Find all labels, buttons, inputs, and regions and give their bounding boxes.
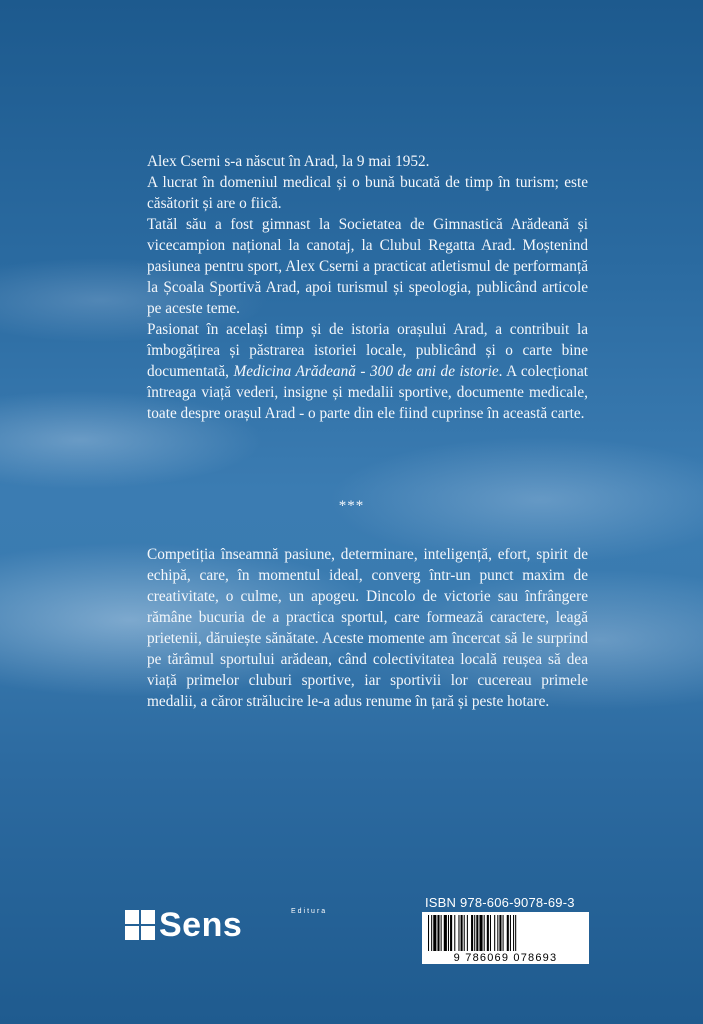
barcode-bar	[464, 915, 465, 951]
barcode-bar	[474, 915, 475, 951]
bio-paragraph-history	[147, 319, 588, 424]
barcode-bar	[428, 915, 429, 951]
barcode-bar	[494, 915, 495, 951]
barcode-bar	[487, 915, 489, 951]
barcode-bar	[450, 915, 452, 951]
publisher-name: Sens	[159, 906, 243, 944]
barcode-bar	[510, 915, 511, 951]
bio-history-text: Pasionat în același timp și de istoria orașului Arad, a contribuit la îmbogățirea și păstrarea istoriei locale, publicând și o carte bine documentată,	[147, 321, 588, 380]
book-title-italic: Medicina Arădeană - 300 de ani de istorie	[233, 363, 499, 380]
barcode-bar	[454, 915, 455, 951]
barcode-bar	[479, 915, 482, 951]
barcode-bar	[515, 915, 516, 951]
publisher-logo	[125, 906, 328, 944]
barcode-bar	[484, 915, 485, 951]
barcode-bar	[461, 915, 463, 951]
barcode-bar	[513, 915, 514, 951]
bio-paragraph-career: A lucrat în domeniul medical și o bună bucată de timp în turism; este căsătorit și are o fiică.	[147, 174, 588, 212]
publisher-prefix: Editura	[291, 908, 328, 915]
bio-history-text-end: . A colecționat întreaga viață vederi, insigne și medalii sportive, documente medicale, toate despre orașul Arad - o parte din ele fiind cuprinse în această carte.	[147, 363, 588, 422]
section-separator: ***	[338, 498, 365, 514]
barcode-bar	[431, 915, 432, 951]
bio-paragraph-birth: Alex Cserni s-a născut în Arad, la 9 mai 1952.	[147, 153, 430, 170]
barcode-bar	[441, 915, 442, 951]
barcode-bar	[437, 915, 439, 951]
book-blurb	[147, 544, 588, 712]
barcode-digits: 9 786069 078693	[453, 952, 558, 964]
barcode-bar	[471, 915, 473, 951]
publisher-mark-icon	[125, 910, 155, 940]
barcode-bar	[448, 915, 449, 951]
author-bio	[147, 151, 588, 424]
blurb-paragraph: Competiția înseamnă pasiune, determinare, inteligență, efort, spirit de echipă, care, în momentul ideal, converg într-un punct maxim de creativitate, o culme, un apogeu. Dincolo de victorie sau înfrângere rămâne bucuria de a practica sportul, care formează caractere, leagă prietenii, dăruiește sănătate. Aceste momente am încercat să le surprind pe tărâmul sportului arădean, când colectivitatea locală reușea să dea viață primelor cluburi sportive, iar sportivii lor cucereau primele medalii, a căror strălucire le-a adus renume în țară și peste hotare.	[147, 546, 588, 710]
barcode-bar	[467, 915, 468, 951]
isbn-barcode	[422, 912, 589, 964]
isbn-label: ISBN 978-606-9078-69-3	[425, 895, 575, 910]
barcode-bar	[490, 915, 491, 951]
bio-paragraph-sport: Tatăl său a fost gimnast la Societatea de Gimnastică Arădeană și vicecampion național la canotaj, la Clubul Regatta Arad. Moștenind pasiunea pentru sport, Alex Cserni a practicat atletismul de performanță la Școala Sportivă Arad, apoi turismul și speologia, publicând articole pe aceste teme.	[147, 216, 588, 317]
barcode-bar	[458, 915, 459, 951]
barcode-bar	[499, 915, 501, 951]
barcode-bar	[497, 915, 498, 951]
barcode-bar	[476, 915, 478, 951]
barcode-bar	[444, 915, 447, 951]
barcode-bar	[503, 915, 504, 951]
barcode-bar	[507, 915, 509, 951]
barcode-graphic	[422, 912, 589, 964]
barcode-bar	[433, 915, 436, 951]
